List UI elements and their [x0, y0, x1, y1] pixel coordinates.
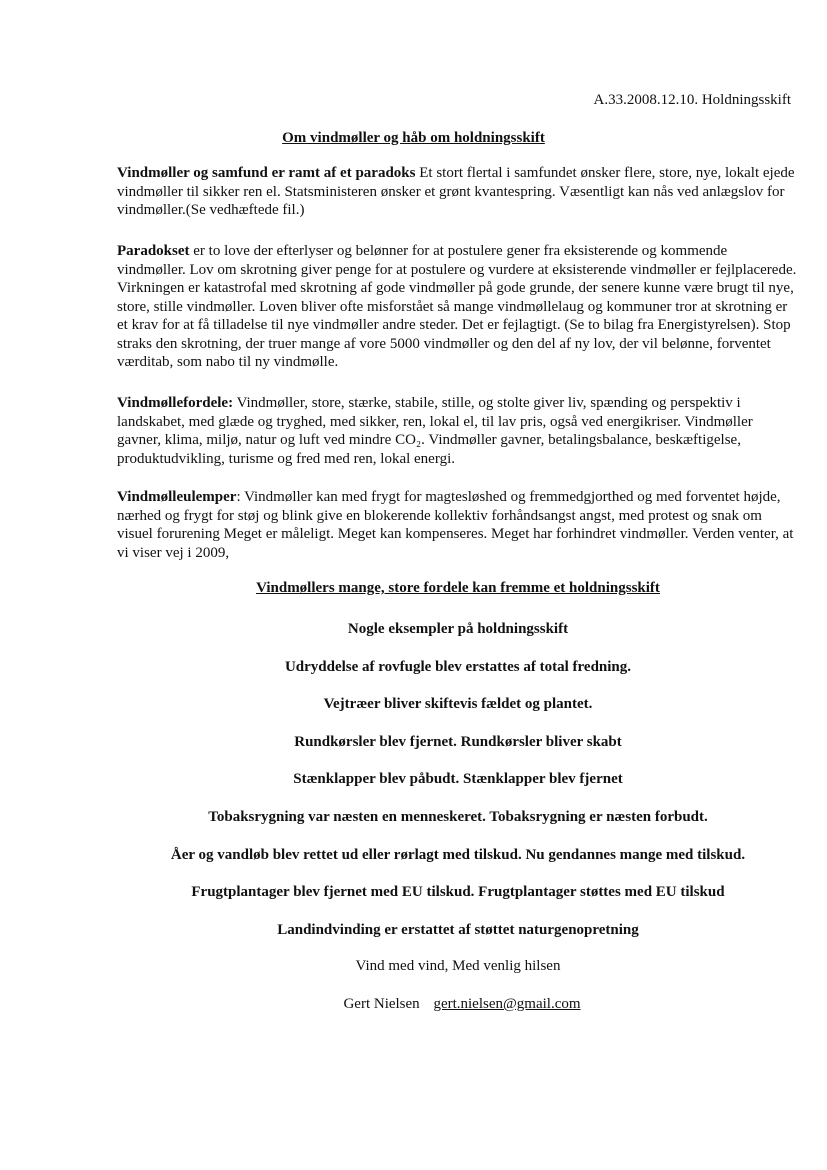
example-item: Landindvinding er erstattet af støttet naturgenopretning	[277, 921, 639, 938]
example-item: Stænklapper blev påbudt. Stænklapper blev fjernet	[293, 771, 623, 788]
paragraph-text: er to love der efterlyser og belønner for at postulere gener fra eksisterende og kommende vindmøller. Lov om skrotning giver penge for at postulere og vurdere at eksisterende vindmøller er fejlplacerede. Virkningen er katastrofal med skrotning af gode vindmøller på gode grunde, der senere kunne være brugt til nye, store, stille vindmøller. Loven bliver ofte misforstået så mange vindmøllelaug og kommuner tror at skrotning er et krav for at få tilladelse til nye vindmøller andre steder. Det er fejlagtigt. (Se to bilag fra Energistyrelsen). Stop straks den skrotning, der truer mange af vore 5000 vindmøller og den del af ny lov, der vil belønne, forventet værditab, som nabo til ny vindmølle.	[117, 243, 797, 370]
example-item: Frugtplantager blev fjernet med EU tilskud. Frugtplantager støttes med EU tilskud	[191, 884, 725, 901]
closing-greeting: Vind med vind, Med venlig hilsen	[355, 958, 561, 974]
document-reference: A.33.2008.12.10. Holdningsskift	[593, 92, 791, 108]
document-title-text: Om vindmøller og håb om holdningsskift	[282, 130, 545, 146]
signature-email-link[interactable]: gert.nielsen@gmail.com	[433, 996, 581, 1012]
section-subtitle-text: Vindmøllers mange, store fordele kan fremme et holdningsskift	[256, 580, 660, 596]
example-item: Tobaksrygning var næsten en menneskeret. Tobaksrygning er næsten forbudt.	[208, 808, 708, 825]
examples-list	[0, 620, 827, 958]
paragraph-heading: Vindmølleulemper	[117, 489, 237, 505]
examples-heading: Nogle eksempler på holdningsskift	[347, 621, 569, 637]
paragraph-heading: Paradokset	[117, 243, 190, 259]
example-item: Rundkørsler blev fjernet. Rundkørsler bliver skabt	[294, 733, 622, 750]
paragraph-text: Et stort flertal i samfundet ønsker flere, store, nye, lokalt ejede vindmøller til sikker ren el. Statsministeren ønsker et grønt kvantespring. Væsentligt kan nås ved anlægslov for vindmøller.(Se vedhæftede fil.)	[117, 165, 795, 218]
section-subtitle	[0, 580, 827, 597]
example-item: Vejtræer bliver skiftevis fældet og plantet.	[323, 696, 593, 713]
paragraph-paradokset	[117, 242, 797, 372]
example-item: Åer og vandløb blev rettet ud eller rørlagt med tilskud. Nu gendannes mange med tilskud.	[170, 846, 746, 863]
paragraph-paradox	[117, 164, 797, 220]
paragraph-text: Vindmøller, store, stærke, stabile, stille, og stolte giver liv, spænding og perspektiv i landskabet, med glæde og tryghed, med sikker, ren, lokal el, til lav pris, også ved energikriser. Vindmøller gavner, klima, miljø, natur og luft ved mindre CO₂. Vindmøller gavner, betalingsbalance, beskæftigelse, produktudvikling, turisme og fred med ren, lokal energi.	[117, 395, 753, 467]
example-item: Udryddelse af rovfugle blev erstattes af total fredning.	[284, 658, 632, 675]
paragraph-advantages	[117, 394, 797, 468]
paragraph-disadvantages	[117, 488, 797, 562]
paragraph-heading: Vindmøller og samfund er ramt af et paradoks	[117, 165, 416, 181]
signature	[0, 996, 827, 1013]
signature-name: Gert Nielsen	[343, 996, 420, 1012]
paragraph-text: : Vindmøller kan med frygt for magtesløshed og fremmedgjorthed og med forventet højde, nærhed og frygt for støj og blink give en blokerende kollektiv forhåndsangst angst, med protest og snak om visuel forurening Meget er måleligt. Meget kan kompenseres. Meget har forhindret vindmøller. Verden venter, at vi viser vej i 2009,	[117, 489, 794, 561]
document-title	[0, 130, 827, 147]
paragraph-heading: Vindmøllefordele:	[117, 395, 234, 411]
